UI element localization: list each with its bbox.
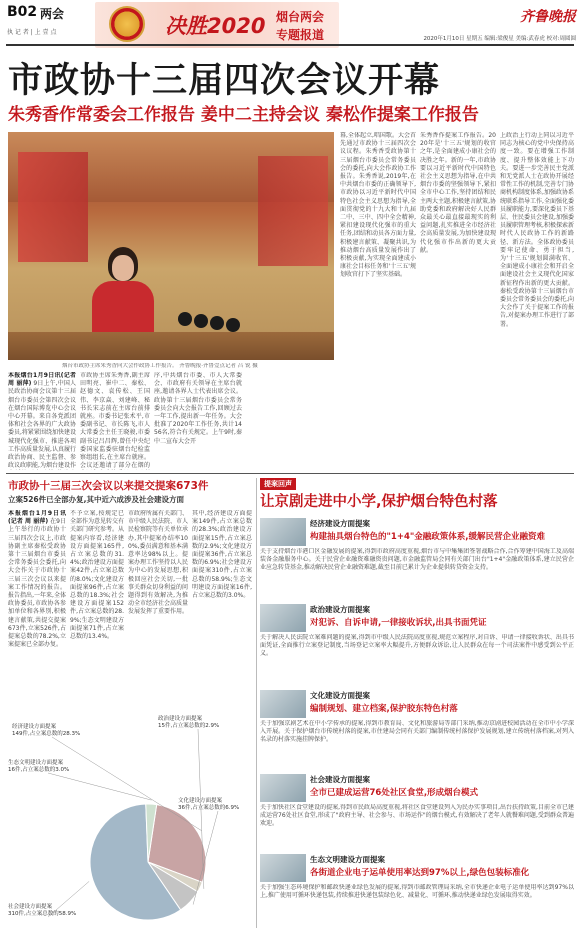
banner-tag-2: 专题报道 — [276, 28, 325, 42]
lead-text-2: 市政协主席朱秀香,副主席田明亮、崔中二、秦松、赵德文、袁传松、王国伟、李京焱、刘建峰、秘书长宋志前在主席台前排就座。市委书记张术平,市委副书记、市长陈飞,市人大常委会主任王晓骏,市委副书记吕昌辉,曾任中央纪委国家监委驻烟台纪检监察组组长,在主席台就座。会议还邀请了部分在烟的 — [80, 372, 150, 470]
proposal-card — [260, 516, 574, 598]
card-category: 社会建设方面提案 — [310, 775, 370, 784]
banner — [95, 2, 339, 48]
banner-title: 决胜2020 — [165, 14, 266, 38]
section-divider — [6, 473, 574, 474]
card-body: 关于加快社区食堂建设的提案,得到市民政局高度重视,将社区食堂建设列入为民办实事项目,出台扶持政策,目前全市已建成运营76处社区食堂,形成了"政府主导、社会参与、市场运作"的烟台模式,有效解决了老年人就餐难问题,受到群众普遍欢迎。 — [260, 804, 574, 828]
left-story-text-1: 在9日上午举行的市政协十三届四次会议上,市政协副主席秦松受政协第十三届烟台市委员会常务委员会委托,向大会作关于市政协十三届三次会议以来提案工作情况的报告。报告指出,一年来,全体政协委员,市政协各参加单位和各界别,积极建言献策,共提交提案673件,立案526件,占提案总数的78.2%,立案提案已全部办复。 — [8, 518, 66, 649]
card-category: 经济建设方面提案 — [310, 519, 370, 528]
section-name: 两会 — [40, 7, 65, 21]
card-category: 文化建设方面提案 — [310, 691, 370, 700]
lead-column-7 — [500, 132, 574, 470]
pie-slice-label: 经济建设方面提案 — [12, 724, 57, 730]
left-story-text-2: 不予立案,按规定已全部作为意见转交有关部门研究参考。从提案内容看,经济建设方面提案165件,占立案总数的31.4%;政治建设方面提案42件,占立案总数的8.0%;文化建设方面提案96件,占立案总数的18.3%;社会建设方面提案152件,占立案总数的28.9%;生态文明建设方面提案71件,占立案总数的13.4%。 — [70, 510, 124, 641]
card-body: 关于解决人民法院立案难问题的提案,得到市中级人民法院高度重视,规范立案程序,对自诉、申请一律接收诉状、出具书面凭证,全面推行立案登记制度,当场登记立案率大幅提升,方便群众诉讼,让人民群众在每一个司法案件中感受到公平正义。 — [260, 634, 574, 658]
left-story-reporter: 本报烟台1月9日讯(记者 周 丽萍) — [8, 510, 66, 526]
date-line: 2020年1月10日 星期五 编辑:梁俊星 美编:武春虎 校对:周圆圆 — [423, 36, 576, 42]
pie-slice-label: 社会建设方面提案 — [8, 904, 53, 910]
pie-slice-detail: 15件,占立案总数的2.9% — [158, 723, 220, 729]
masthead — [0, 0, 580, 60]
proposal-card — [260, 772, 574, 848]
sub-headline: 朱秀香作常委会工作报告 姜中二主持会议 秦松作提案工作报告 — [8, 105, 479, 125]
masthead-sub-info: 执 记 者 | 上 壹 点 — [7, 29, 57, 36]
card-thumbnail — [260, 604, 306, 632]
card-headline: 各街道企业电子运单使用率达到97%以上,绿色包装标准化 — [310, 868, 530, 878]
left-story-text-3: 市政府所属有关部门、市中级人民法院、市人民检察院等有关单位承办,其中提案办结率100%,委员满意和基本满意率达98%以上。提案办理工作坚持以人民为中心的发展思想,积极回应社会关切,一批事关群众切身利益的问题得到有效解决,为推动全市经济社会高质量发展发挥了重要作用。 — [128, 510, 188, 616]
paper-logo: 齐鲁晚报 — [520, 9, 576, 25]
pie-slice-label: 生态文明建设方面提案 — [8, 760, 64, 766]
stage-flags-right — [258, 156, 328, 266]
proposal-card — [260, 852, 574, 926]
banner-tag-1: 烟台两会 — [276, 10, 325, 24]
column-divider — [256, 478, 257, 928]
pie-slice-detail: 16件,占立案总数的3.0% — [8, 767, 70, 773]
page-number: B02 — [7, 4, 38, 20]
right-panel-kicker: 提案回声 — [260, 478, 296, 490]
masthead-rule — [6, 44, 574, 46]
pie-slice-detail: 149件,占立案总数的28.3% — [12, 731, 81, 737]
lead-column-3 — [154, 372, 242, 470]
right-panel-title: 让京剧走进中小学,保护烟台特色村落 — [260, 494, 498, 510]
card-headline: 全市已建成运营76处社区食堂,形成烟台模式 — [310, 788, 479, 798]
card-thumbnail — [260, 690, 306, 718]
lead-text-4: 幕,全体起立,唱国歌。大会首先通过市政协十三届四次会议议程。朱秀香受政协第十三届烟台市委员会常务委员会的委托,向大会作政协工作报告。朱秀香说,2019年,在中共烟台市委的正确领导下,市政协以习近平新时代中国特色社会主义思想为指导,全面贯彻党的十九大和十九届二中、三中、四中全会精神,紧扣建设现代化强市的重大任务,团结和动员各方面力量,积极建言献策、凝聚共识,为推动烟台高质量发展作出了积极贡献,为实现全面建成小康社会目标任务和'十三五'规划收官打下了坚实基础。 — [340, 132, 416, 279]
card-thumbnail — [260, 774, 306, 802]
left-story-subtitle: 立案526件已全部办复,其中近六成涉及社会建设方面 — [8, 495, 185, 504]
lead-text-6: 上政治上行动上同以习近平同志为核心的党中央保持高度一致。要在增强工作制度、提升整体效能上下功夫。要进一步完善民主党派和无党派人士在政协开展经常性工作的机制,完善专门协商机构制度体系,加强政协系统联系指导工作,全面强化委员履职能力,要深化委员下基层、住民委员会建设,加强委员履职管理考核,积极探索新时代人民政协工作的新路径、新方法。全体政协委员要牢记使命、勇于担当,为'十三五'规划圆满收官、全面建成小康社会和开启全面建设社会主义现代化国家新征程作出新的更大贡献。秦松受政协第十三届烟台市委员会常务委员会的委托,向大会作了关于提案工作的报告,对提案办理工作进行了部署。 — [500, 132, 574, 328]
card-headline: 构建抽具烟台特色的"1+4"金融政策体系,缓解民营企业融资难 — [310, 532, 546, 542]
national-emblem-icon — [109, 6, 145, 42]
left-story-column-2 — [70, 510, 124, 710]
card-thumbnail — [260, 854, 306, 882]
card-headline: 编制规划、建立档案,保护胶东特色村落 — [310, 704, 458, 714]
lead-column-2 — [80, 372, 150, 470]
left-story-text-4: 其中,经济建设方面提案149件,占立案总数的28.3%;政治建设方面提案15件,占立案总数的2.9%;文化建设方面提案36件,占立案总数的6.9%;社会建设方面提案310件,占立案总数的58.9%;生态文明建设方面提案16件,占立案总数的3.0%。 — [192, 510, 252, 600]
lead-column-1 — [8, 372, 76, 470]
left-story-title: 市政协十三届三次会议以来提交提案673件 — [8, 480, 209, 492]
pie-slice-detail: 310件,占立案总数的58.9% — [8, 911, 77, 917]
left-story-column-1 — [8, 510, 66, 710]
pie-slice-detail: 36件,占立案总数的6.9% — [178, 805, 240, 811]
main-headline: 市政协十三届四次会议开幕 — [8, 61, 441, 101]
lead-column-4 — [246, 372, 334, 470]
proposal-card — [260, 688, 574, 768]
left-story-column-3 — [128, 510, 188, 710]
right-panel — [260, 478, 574, 930]
pie-slice-label: 政治建设方面提案 — [158, 716, 203, 722]
card-body: 关于加强生态环境保护和邮政快递业绿色发展的提案,得到市邮政管理局采纳,全市快递企业电子运单使用率达到97%以上,推广使用可循环快递包装,持续推进快递包装绿色化、减量化、可循环,推动快递业绿色发展取得实效。 — [260, 884, 574, 900]
photo-caption: 烟台市政协主席朱秀香向大会作政协工作报告。 齐鲁晚报·齐鲁壹点记者 吕 锐 摄 — [62, 363, 258, 369]
lead-column-6 — [420, 132, 496, 470]
card-category: 政治建设方面提案 — [310, 605, 370, 614]
pie-chart-svg — [8, 712, 252, 928]
card-body: 关于加强京剧艺术在中小学传承的提案,得到市教育局、文化和旅游局等部门采纳,推动京剧进校园活动在全市中小学深入开展。关于保护烟台市传统村落的提案,市住建局会同有关部门编制传统村落保护发展规划,建立传统村落档案,对列入名录的村落实施挂牌保护。 — [260, 720, 574, 744]
proposal-pie-chart — [8, 712, 252, 928]
lead-text-5: 朱秀香作提案工作报告。2020年是'十三五'规划的收官之年,是全面建成小康社会的决胜之年。新的一年,市政协要以习近平新时代中国特色社会主义思想为指导,在中共烟台市委的坚强领导下,紧扣全市中心工作,坚持团结和民主两大主题,积极建言献策,协助党委和政府解决好人民群众最关心最直接最现实的利益问题,扎实推进全市经济社会高质量发展,为加快建设现代化强市作出新的更大贡献。 — [420, 132, 496, 254]
card-category: 生态文明建设方面提案 — [310, 855, 385, 864]
proposal-cards — [260, 516, 574, 930]
lead-text-3: 序,中共烟台市委、市人大常委会、市政府有关领导在主席台就座,邀请各界人士代表出席会议。政协第十三届烟台市委员会常务委员会向大会报告工作,回顾过去一年工作,提出新一年任务。大会批准了2020年工作任务,共计1456名,符合有关规定。上午9时,秦中二宣布大会开 — [154, 372, 242, 445]
lead-text-1: 9日上午,中国人民政治协商会议第十三届烟台市委员会第四次会议在烟台国际博览中心会议中心开幕。来自各党派团体和社会各界的广大政协委员,将紧紧围绕加快建设城现代化强市、推进各项工作高质量发展,认真履行政治协商、民主监督、参政议政职能,为烟台建设作 — [8, 380, 76, 470]
stage-flags — [18, 152, 88, 262]
microphones — [178, 312, 258, 326]
left-story-column-4 — [192, 510, 252, 710]
lead-column-5 — [340, 132, 416, 470]
speaker-face — [112, 255, 134, 281]
news-photo — [8, 132, 334, 360]
card-headline: 对犯诉、自诉申请,一律接收诉状,出具书面凭证 — [310, 618, 487, 628]
pie-slice-label: 文化建设方面提案 — [178, 798, 223, 804]
card-body: 关于支持烟台市港口区金融发展的提案,得到市政府高度重视,烟台市与中集集团签署战略合作,合作筹建中国海工及高端装备金融服务中心。关于民营企业融资难融资贵问题,市金融监管局会同有关部门出台"1+4"金融政策体系,建立民营企业应急转贷基金,推动解决民营企业融资难题,截至目前已累计为企业提供转贷资金支持。 — [260, 548, 574, 572]
podium — [8, 332, 334, 360]
proposal-card — [260, 602, 574, 684]
pie-leader-line — [48, 773, 151, 800]
card-thumbnail — [260, 518, 306, 546]
lead-reporter: 本报烟台1月9日讯(记者 周 丽萍) — [8, 372, 76, 388]
